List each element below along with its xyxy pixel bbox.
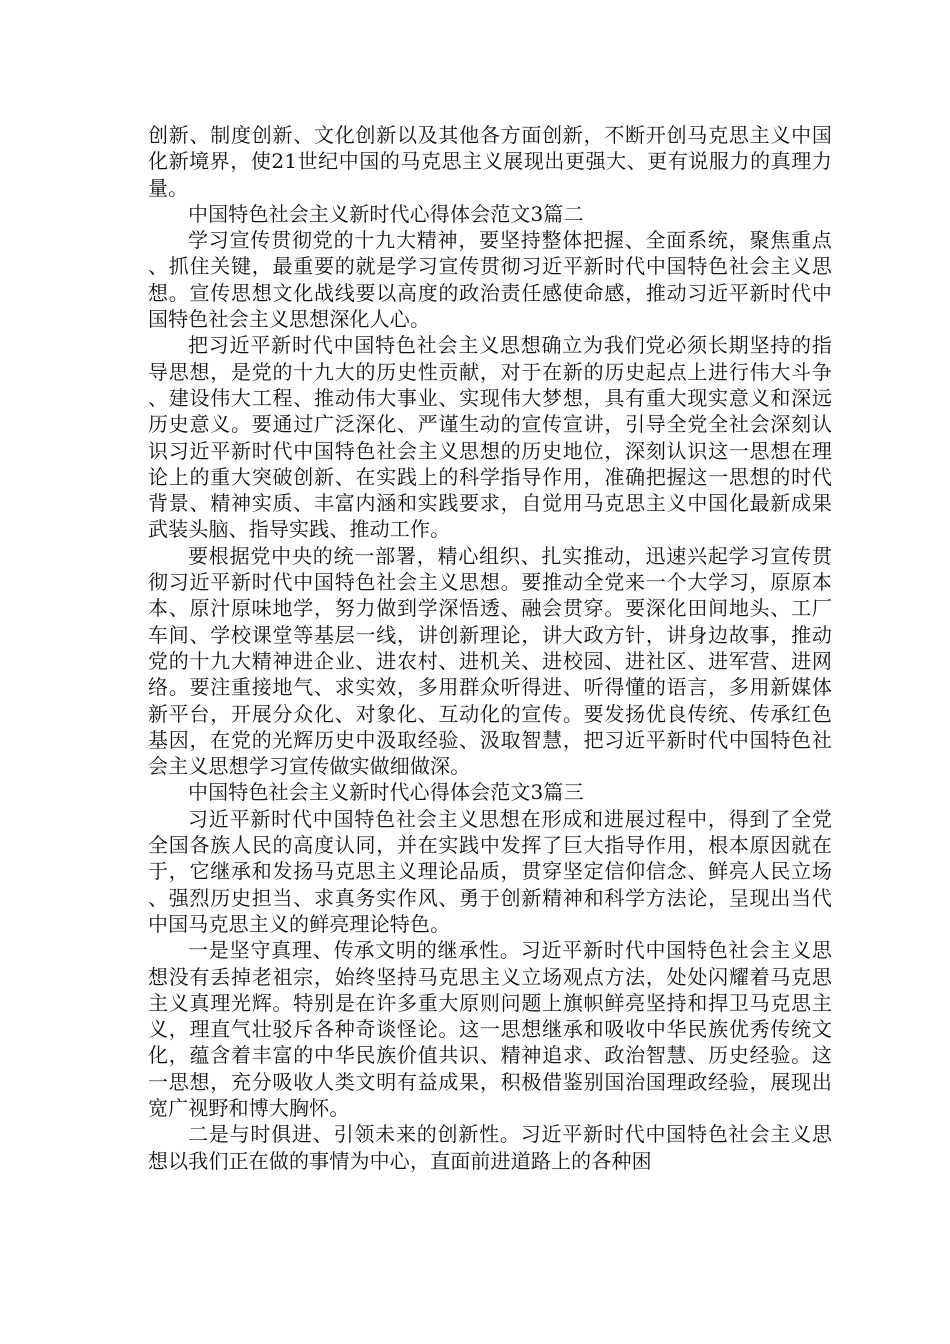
paragraph: 要根据党中央的统一部署，精心组织、扎实推动，迅速兴起学习宣传贯彻习近平新时代中国特色社会主义思想。要推动全党来一个大学习，原原本本、原汁原味地学，努力做到学深悟透、融会贯穿。要深化田间地头、工厂车间、学校课堂等基层一线，讲创新理论，讲大政方针，讲身边故事，推动党的十九大精神进企业、进农村、进机关、进校园、进社区、进军营、进网络。要注重接地气、求实效，多用群众听得进、听得懂的语言，多用新媒体新平台，开展分众化、对象化、互动化的宣传。要发扬优良传统、传承红色基因，在党的光辉历史中汲取经验、汲取智慧，把习近平新时代中国特色社会主义思想学习宣传做实做细做深。 <box>148 543 832 779</box>
section-heading-part-three: 中国特色社会主义新时代心得体会范文3篇三 <box>188 780 584 805</box>
paragraph: 学习宣传贯彻党的十九大精神，要坚持整体把握、全面系统，聚焦重点、抓住关键，最重要的就是学习宣传贯彻习近平新时代中国特色社会主义思想。宣传思想文化战线要以高度的政治责任感使命感，推动习近平新时代中国特色社会主义思想深化人心。 <box>148 228 832 332</box>
paragraph: 一是坚守真理、传承文明的继承性。习近平新时代中国特色社会主义思想没有丢掉老祖宗，始终坚持马克思主义立场观点方法，处处闪耀着马克思主义真理光辉。特别是在许多重大原则问题上旗帜鲜亮坚持和捍卫马克思主义，理直气壮驳斥各种奇谈怪论。这一思想继承和吸收中华民族优秀传统文化，蕴含着丰富的中华民族价值共识、精神追求、政治智慧、历史经验。这一思想，充分吸收人类文明有益成果，积极借鉴别国治国理政经验，展现出宽广视野和博大胸怀。 <box>148 938 832 1120</box>
paragraph-continuation: 创新、制度创新、文化创新以及其他各方面创新，不断开创马克思主义中国化新境界，使21世纪中国的马克思主义展现出更强大、更有说服力的真理力量。 <box>148 123 832 200</box>
paragraph: 把习近平新时代中国特色社会主义思想确立为我们党必须长期坚持的指导思想，是党的十九大的历史性贡献，对于在新的历史起点上进行伟大斗争、建设伟大工程、推动伟大事业、实现伟大梦想，具有重大现实意义和深远历史意义。要通过广泛深化、严谨生动的宣传宣讲，引导全党全社会深刻认识习近平新时代中国特色社会主义思想的历史地位，深刻认识这一思想在理论上的重大突破创新、在实践上的科学指导作用，准确把握这一思想的时代背景、精神实质、丰富内涵和实践要求，自觉用马克思主义中国化最新成果武装头脑、指导实践、推动工作。 <box>148 333 832 542</box>
paragraph: 二是与时俱进、引领未来的创新性。习近平新时代中国特色社会主义思想以我们正在做的事情为中心，直面前进道路上的各种困 <box>148 1122 832 1173</box>
section-heading-part-two: 中国特色社会主义新时代心得体会范文3篇二 <box>188 201 584 226</box>
document-body <box>148 122 832 1174</box>
paragraph: 习近平新时代中国特色社会主义思想在形成和进展过程中，得到了全党全国各族人民的高度认同，并在实践中发挥了巨大指导作用，根本原因就在于，它继承和发扬马克思主义理论品质，贯穿坚定信仰信念、鲜亮人民立场、强烈历史担当、求真务实作风、勇于创新精神和科学方法论，呈现出当代中国马克思主义的鲜亮理论特色。 <box>148 806 832 936</box>
